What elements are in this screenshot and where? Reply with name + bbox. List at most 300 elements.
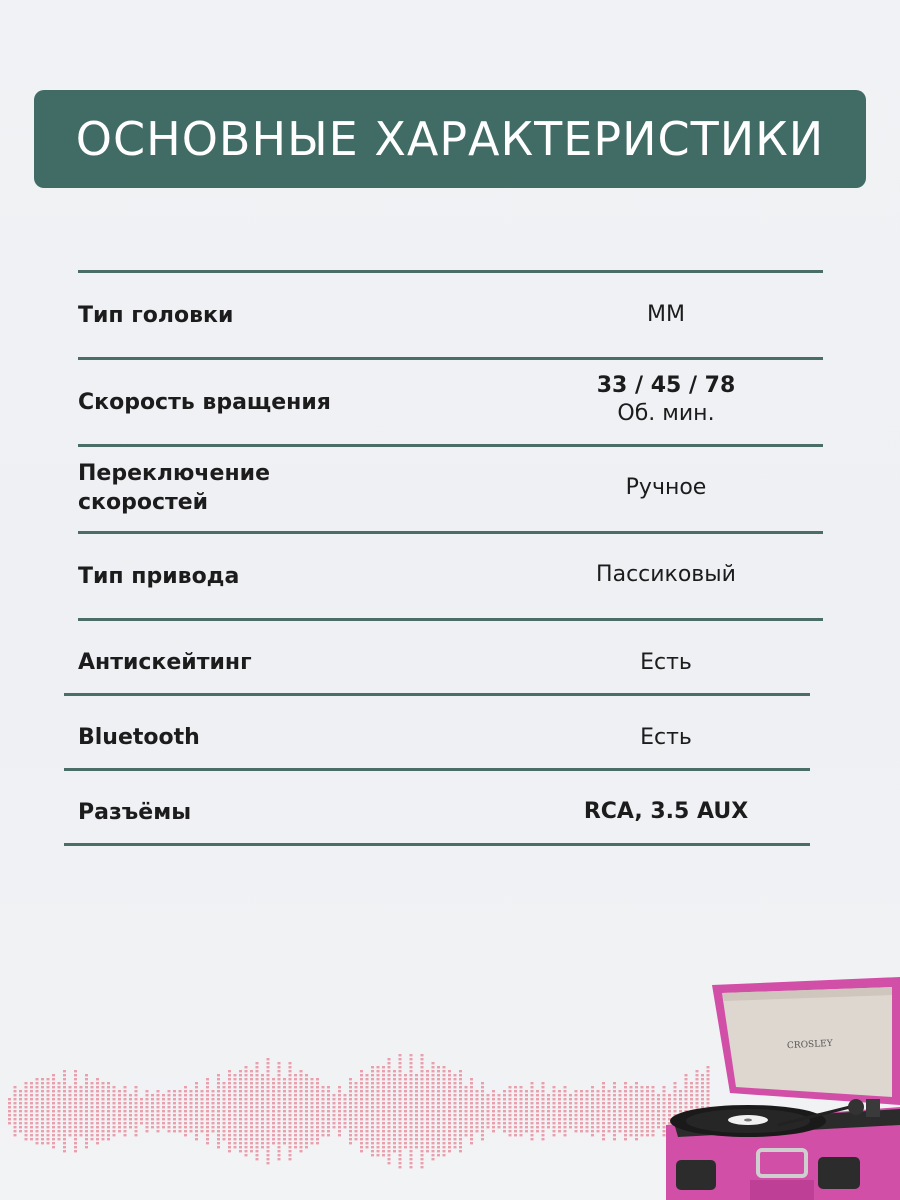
wave-dot bbox=[542, 1138, 545, 1140]
wave-dot bbox=[624, 1082, 627, 1084]
wave-dot bbox=[619, 1094, 622, 1096]
wave-dot bbox=[212, 1098, 215, 1100]
wave-dot bbox=[206, 1098, 209, 1100]
wave-dot bbox=[399, 1106, 402, 1108]
wave-dot bbox=[74, 1150, 77, 1152]
wave-dot bbox=[443, 1154, 446, 1156]
wave-dot bbox=[388, 1074, 391, 1076]
wave-dot bbox=[322, 1126, 325, 1128]
wave-dot bbox=[498, 1098, 501, 1100]
wave-dot bbox=[91, 1110, 94, 1112]
wave-dot bbox=[426, 1074, 429, 1076]
wave-dot bbox=[118, 1106, 121, 1108]
spec-label-drive-type: Тип привода bbox=[78, 564, 240, 589]
wave-dot bbox=[69, 1086, 72, 1088]
wave-dot bbox=[85, 1078, 88, 1080]
wave-dot bbox=[426, 1070, 429, 1072]
wave-dot bbox=[415, 1098, 418, 1100]
wave-dot bbox=[63, 1138, 66, 1140]
wave-dot bbox=[355, 1106, 358, 1108]
table-rule bbox=[78, 444, 823, 447]
wave-dot bbox=[514, 1114, 517, 1116]
wave-dot bbox=[91, 1082, 94, 1084]
wave-dot bbox=[58, 1102, 61, 1104]
wave-dot bbox=[635, 1114, 638, 1116]
wave-dot bbox=[426, 1146, 429, 1148]
wave-dot bbox=[399, 1134, 402, 1136]
wave-dot bbox=[503, 1106, 506, 1108]
wave-dot bbox=[272, 1086, 275, 1088]
wave-dot bbox=[146, 1094, 149, 1096]
wave-dot bbox=[443, 1122, 446, 1124]
wave-dot bbox=[80, 1106, 83, 1108]
wave-dot bbox=[256, 1102, 259, 1104]
wave-dot bbox=[223, 1082, 226, 1084]
wave-dot bbox=[646, 1098, 649, 1100]
wave-dot bbox=[63, 1114, 66, 1116]
spec-value-bluetooth: Есть bbox=[640, 725, 692, 750]
wave-dot bbox=[300, 1114, 303, 1116]
wave-dot bbox=[162, 1126, 165, 1128]
wave-dot bbox=[300, 1150, 303, 1152]
wave-dot bbox=[267, 1074, 270, 1076]
turntable-photo bbox=[660, 975, 900, 1200]
wave-dot bbox=[514, 1102, 517, 1104]
wave-dot bbox=[421, 1162, 424, 1164]
wave-dot bbox=[393, 1070, 396, 1072]
wave-dot bbox=[646, 1106, 649, 1108]
wave-dot bbox=[355, 1102, 358, 1104]
wave-dot bbox=[426, 1126, 429, 1128]
wave-dot bbox=[553, 1122, 556, 1124]
wave-dot bbox=[322, 1134, 325, 1136]
wave-dot bbox=[393, 1118, 396, 1120]
wave-dot bbox=[228, 1150, 231, 1152]
wave-dot bbox=[305, 1078, 308, 1080]
wave-dot bbox=[234, 1122, 237, 1124]
wave-dot bbox=[300, 1106, 303, 1108]
wave-dot bbox=[63, 1098, 66, 1100]
wave-dot bbox=[113, 1130, 116, 1132]
wave-dot bbox=[91, 1134, 94, 1136]
wave-dot bbox=[349, 1078, 352, 1080]
wave-dot bbox=[547, 1114, 550, 1116]
wave-dot bbox=[239, 1090, 242, 1092]
wave-dot bbox=[168, 1110, 171, 1112]
wave-dot bbox=[481, 1114, 484, 1116]
wave-dot bbox=[102, 1110, 105, 1112]
wave-dot bbox=[261, 1074, 264, 1076]
wave-dot bbox=[91, 1106, 94, 1108]
wave-dot bbox=[25, 1138, 28, 1140]
wave-dot bbox=[107, 1138, 110, 1140]
wave-dot bbox=[498, 1114, 501, 1116]
wave-dot bbox=[448, 1114, 451, 1116]
wave-dot bbox=[366, 1106, 369, 1108]
wave-dot bbox=[514, 1126, 517, 1128]
wave-dot bbox=[454, 1094, 457, 1096]
wave-dot bbox=[371, 1134, 374, 1136]
wave-dot bbox=[470, 1114, 473, 1116]
wave-dot bbox=[228, 1074, 231, 1076]
wave-dot bbox=[481, 1082, 484, 1084]
wave-dot bbox=[421, 1106, 424, 1108]
wave-dot bbox=[272, 1122, 275, 1124]
wave-dot bbox=[239, 1126, 242, 1128]
wave-dot bbox=[602, 1110, 605, 1112]
wave-dot bbox=[256, 1106, 259, 1108]
wave-dot bbox=[371, 1078, 374, 1080]
wave-dot bbox=[245, 1150, 248, 1152]
wave-dot bbox=[173, 1106, 176, 1108]
wave-dot bbox=[223, 1110, 226, 1112]
wave-dot bbox=[580, 1118, 583, 1120]
wave-dot bbox=[36, 1126, 39, 1128]
wave-dot bbox=[228, 1118, 231, 1120]
wave-dot bbox=[569, 1122, 572, 1124]
wave-dot bbox=[437, 1110, 440, 1112]
wave-dot bbox=[135, 1110, 138, 1112]
wave-dot bbox=[366, 1138, 369, 1140]
wave-dot bbox=[536, 1106, 539, 1108]
wave-dot bbox=[113, 1090, 116, 1092]
wave-dot bbox=[575, 1122, 578, 1124]
wave-dot bbox=[124, 1126, 127, 1128]
wave-dot bbox=[404, 1098, 407, 1100]
wave-dot bbox=[476, 1122, 479, 1124]
wave-dot bbox=[531, 1118, 534, 1120]
wave-dot bbox=[371, 1074, 374, 1076]
wave-dot bbox=[586, 1098, 589, 1100]
wave-dot bbox=[85, 1074, 88, 1076]
wave-dot bbox=[85, 1118, 88, 1120]
wave-dot bbox=[19, 1114, 22, 1116]
wave-dot bbox=[366, 1090, 369, 1092]
wave-dot bbox=[283, 1130, 286, 1132]
wave-dot bbox=[52, 1086, 55, 1088]
wave-dot bbox=[129, 1098, 132, 1100]
wave-dot bbox=[223, 1106, 226, 1108]
wave-dot bbox=[311, 1114, 314, 1116]
wave-dot bbox=[195, 1106, 198, 1108]
wave-dot bbox=[41, 1122, 44, 1124]
wave-dot bbox=[443, 1074, 446, 1076]
wave-dot bbox=[338, 1122, 341, 1124]
wave-dot bbox=[184, 1098, 187, 1100]
wave-dot bbox=[619, 1106, 622, 1108]
wave-dot bbox=[234, 1102, 237, 1104]
wave-dot bbox=[454, 1130, 457, 1132]
wave-dot bbox=[25, 1130, 28, 1132]
wave-dot bbox=[85, 1082, 88, 1084]
wave-dot bbox=[272, 1078, 275, 1080]
wave-dot bbox=[635, 1126, 638, 1128]
wave-dot bbox=[25, 1090, 28, 1092]
wave-dot bbox=[135, 1122, 138, 1124]
wave-dot bbox=[393, 1146, 396, 1148]
wave-dot bbox=[459, 1114, 462, 1116]
wave-dot bbox=[470, 1134, 473, 1136]
wave-dot bbox=[360, 1078, 363, 1080]
wave-dot bbox=[256, 1138, 259, 1140]
wave-dot bbox=[63, 1146, 66, 1148]
wave-dot bbox=[256, 1074, 259, 1076]
wave-dot bbox=[377, 1074, 380, 1076]
wave-dot bbox=[36, 1114, 39, 1116]
wave-dot bbox=[113, 1086, 116, 1088]
wave-dot bbox=[256, 1146, 259, 1148]
wave-dot bbox=[223, 1126, 226, 1128]
wave-dot bbox=[514, 1094, 517, 1096]
wave-dot bbox=[624, 1118, 627, 1120]
wave-dot bbox=[256, 1142, 259, 1144]
wave-dot bbox=[74, 1146, 77, 1148]
wave-dot bbox=[250, 1146, 253, 1148]
wave-dot bbox=[426, 1082, 429, 1084]
wave-dot bbox=[278, 1118, 281, 1120]
wave-dot bbox=[558, 1126, 561, 1128]
wave-dot bbox=[459, 1098, 462, 1100]
wave-dot bbox=[102, 1130, 105, 1132]
wave-dot bbox=[267, 1086, 270, 1088]
wave-dot bbox=[470, 1106, 473, 1108]
wave-dot bbox=[305, 1122, 308, 1124]
wave-dot bbox=[536, 1130, 539, 1132]
wave-dot bbox=[47, 1142, 50, 1144]
wave-dot bbox=[355, 1122, 358, 1124]
wave-dot bbox=[360, 1122, 363, 1124]
wave-dot bbox=[305, 1130, 308, 1132]
wave-dot bbox=[239, 1074, 242, 1076]
wave-dot bbox=[250, 1110, 253, 1112]
wave-dot bbox=[492, 1098, 495, 1100]
wave-dot bbox=[217, 1142, 220, 1144]
wave-dot bbox=[322, 1086, 325, 1088]
wave-dot bbox=[217, 1102, 220, 1104]
wave-dot bbox=[25, 1094, 28, 1096]
wave-dot bbox=[426, 1102, 429, 1104]
wave-dot bbox=[415, 1146, 418, 1148]
wave-dot bbox=[448, 1090, 451, 1092]
wave-dot bbox=[652, 1122, 655, 1124]
wave-dot bbox=[157, 1114, 160, 1116]
wave-dot bbox=[239, 1118, 242, 1120]
wave-dot bbox=[151, 1114, 154, 1116]
wave-dot bbox=[327, 1122, 330, 1124]
wave-dot bbox=[283, 1142, 286, 1144]
wave-dot bbox=[63, 1134, 66, 1136]
wave-dot bbox=[261, 1078, 264, 1080]
wave-dot bbox=[399, 1066, 402, 1068]
wave-dot bbox=[327, 1110, 330, 1112]
wave-dot bbox=[30, 1098, 33, 1100]
wave-dot bbox=[525, 1106, 528, 1108]
wave-dot bbox=[630, 1090, 633, 1092]
wave-dot bbox=[624, 1114, 627, 1116]
wave-dot bbox=[272, 1098, 275, 1100]
wave-dot bbox=[217, 1106, 220, 1108]
wave-dot bbox=[580, 1126, 583, 1128]
wave-dot bbox=[25, 1082, 28, 1084]
wave-dot bbox=[437, 1086, 440, 1088]
wave-dot bbox=[234, 1106, 237, 1108]
wave-dot bbox=[47, 1138, 50, 1140]
wave-dot bbox=[206, 1102, 209, 1104]
wave-dot bbox=[25, 1110, 28, 1112]
wave-dot bbox=[289, 1150, 292, 1152]
wave-dot bbox=[305, 1146, 308, 1148]
wave-dot bbox=[355, 1098, 358, 1100]
wave-dot bbox=[371, 1126, 374, 1128]
wave-dot bbox=[476, 1106, 479, 1108]
wave-dot bbox=[8, 1118, 11, 1120]
wave-dot bbox=[168, 1106, 171, 1108]
wave-dot bbox=[344, 1110, 347, 1112]
wave-dot bbox=[173, 1098, 176, 1100]
wave-dot bbox=[371, 1142, 374, 1144]
wave-dot bbox=[140, 1122, 143, 1124]
wave-dot bbox=[630, 1118, 633, 1120]
wave-dot bbox=[311, 1126, 314, 1128]
wave-dot bbox=[223, 1090, 226, 1092]
spec-label-bluetooth: Bluetooth bbox=[78, 725, 200, 750]
wave-dot bbox=[410, 1106, 413, 1108]
wave-dot bbox=[360, 1086, 363, 1088]
wave-dot bbox=[382, 1114, 385, 1116]
wave-dot bbox=[63, 1090, 66, 1092]
wave-dot bbox=[256, 1098, 259, 1100]
wave-dot bbox=[228, 1142, 231, 1144]
wave-dot bbox=[91, 1114, 94, 1116]
wave-dot bbox=[278, 1106, 281, 1108]
wave-dot bbox=[135, 1130, 138, 1132]
wave-dot bbox=[421, 1086, 424, 1088]
wave-dot bbox=[283, 1110, 286, 1112]
wave-dot bbox=[107, 1098, 110, 1100]
wave-dot bbox=[157, 1106, 160, 1108]
wave-dot bbox=[476, 1130, 479, 1132]
wave-dot bbox=[289, 1130, 292, 1132]
wave-dot bbox=[41, 1142, 44, 1144]
wave-dot bbox=[421, 1054, 424, 1056]
wave-dot bbox=[586, 1102, 589, 1104]
wave-dot bbox=[135, 1094, 138, 1096]
wave-dot bbox=[619, 1114, 622, 1116]
wave-dot bbox=[558, 1098, 561, 1100]
wave-dot bbox=[107, 1118, 110, 1120]
wave-dot bbox=[63, 1126, 66, 1128]
wave-dot bbox=[393, 1098, 396, 1100]
wave-dot bbox=[311, 1098, 314, 1100]
wave-dot bbox=[327, 1126, 330, 1128]
wave-dot bbox=[223, 1094, 226, 1096]
wave-dot bbox=[58, 1118, 61, 1120]
wave-dot bbox=[217, 1078, 220, 1080]
wave-dot bbox=[602, 1122, 605, 1124]
wave-dot bbox=[322, 1110, 325, 1112]
wave-dot bbox=[509, 1106, 512, 1108]
wave-dot bbox=[602, 1086, 605, 1088]
wave-dot bbox=[25, 1098, 28, 1100]
wave-dot bbox=[289, 1078, 292, 1080]
wave-dot bbox=[624, 1094, 627, 1096]
wave-dot bbox=[371, 1090, 374, 1092]
wave-dot bbox=[448, 1074, 451, 1076]
wave-dot bbox=[432, 1102, 435, 1104]
wave-dot bbox=[322, 1106, 325, 1108]
wave-dot bbox=[19, 1130, 22, 1132]
wave-dot bbox=[316, 1122, 319, 1124]
wave-dot bbox=[564, 1122, 567, 1124]
wave-dot bbox=[190, 1098, 193, 1100]
wave-dot bbox=[190, 1106, 193, 1108]
wave-dot bbox=[575, 1110, 578, 1112]
wave-dot bbox=[140, 1102, 143, 1104]
wave-dot bbox=[426, 1138, 429, 1140]
wave-dot bbox=[52, 1098, 55, 1100]
wave-dot bbox=[58, 1106, 61, 1108]
wave-dot bbox=[382, 1074, 385, 1076]
wave-dot bbox=[261, 1142, 264, 1144]
wave-dot bbox=[316, 1106, 319, 1108]
wave-dot bbox=[179, 1098, 182, 1100]
wave-dot bbox=[382, 1066, 385, 1068]
wave-dot bbox=[311, 1110, 314, 1112]
wave-dot bbox=[52, 1138, 55, 1140]
wave-dot bbox=[443, 1126, 446, 1128]
wave-dot bbox=[52, 1094, 55, 1096]
wave-dot bbox=[96, 1106, 99, 1108]
wave-dot bbox=[470, 1126, 473, 1128]
wave-dot bbox=[47, 1118, 50, 1120]
wave-dot bbox=[338, 1086, 341, 1088]
wave-dot bbox=[503, 1122, 506, 1124]
wave-dot bbox=[399, 1062, 402, 1064]
wave-dot bbox=[382, 1082, 385, 1084]
wave-dot bbox=[415, 1086, 418, 1088]
wave-dot bbox=[162, 1114, 165, 1116]
wave-dot bbox=[635, 1110, 638, 1112]
wave-dot bbox=[393, 1090, 396, 1092]
wave-dot bbox=[272, 1114, 275, 1116]
wave-dot bbox=[250, 1118, 253, 1120]
wave-dot bbox=[635, 1118, 638, 1120]
wave-dot bbox=[641, 1118, 644, 1120]
wave-dot bbox=[256, 1154, 259, 1156]
wave-dot bbox=[52, 1118, 55, 1120]
wave-dot bbox=[575, 1106, 578, 1108]
wave-dot bbox=[58, 1086, 61, 1088]
wave-dot bbox=[228, 1094, 231, 1096]
wave-dot bbox=[531, 1134, 534, 1136]
wave-dot bbox=[470, 1098, 473, 1100]
wave-dot bbox=[613, 1134, 616, 1136]
wave-dot bbox=[135, 1086, 138, 1088]
wave-dot bbox=[481, 1110, 484, 1112]
wave-dot bbox=[613, 1082, 616, 1084]
wave-dot bbox=[338, 1098, 341, 1100]
wave-dot bbox=[250, 1150, 253, 1152]
wave-dot bbox=[52, 1146, 55, 1148]
wave-dot bbox=[437, 1078, 440, 1080]
wave-dot bbox=[327, 1102, 330, 1104]
wave-dot bbox=[432, 1078, 435, 1080]
wave-dot bbox=[652, 1102, 655, 1104]
wave-dot bbox=[619, 1090, 622, 1092]
wave-dot bbox=[410, 1142, 413, 1144]
wave-dot bbox=[421, 1066, 424, 1068]
wave-dot bbox=[195, 1122, 198, 1124]
